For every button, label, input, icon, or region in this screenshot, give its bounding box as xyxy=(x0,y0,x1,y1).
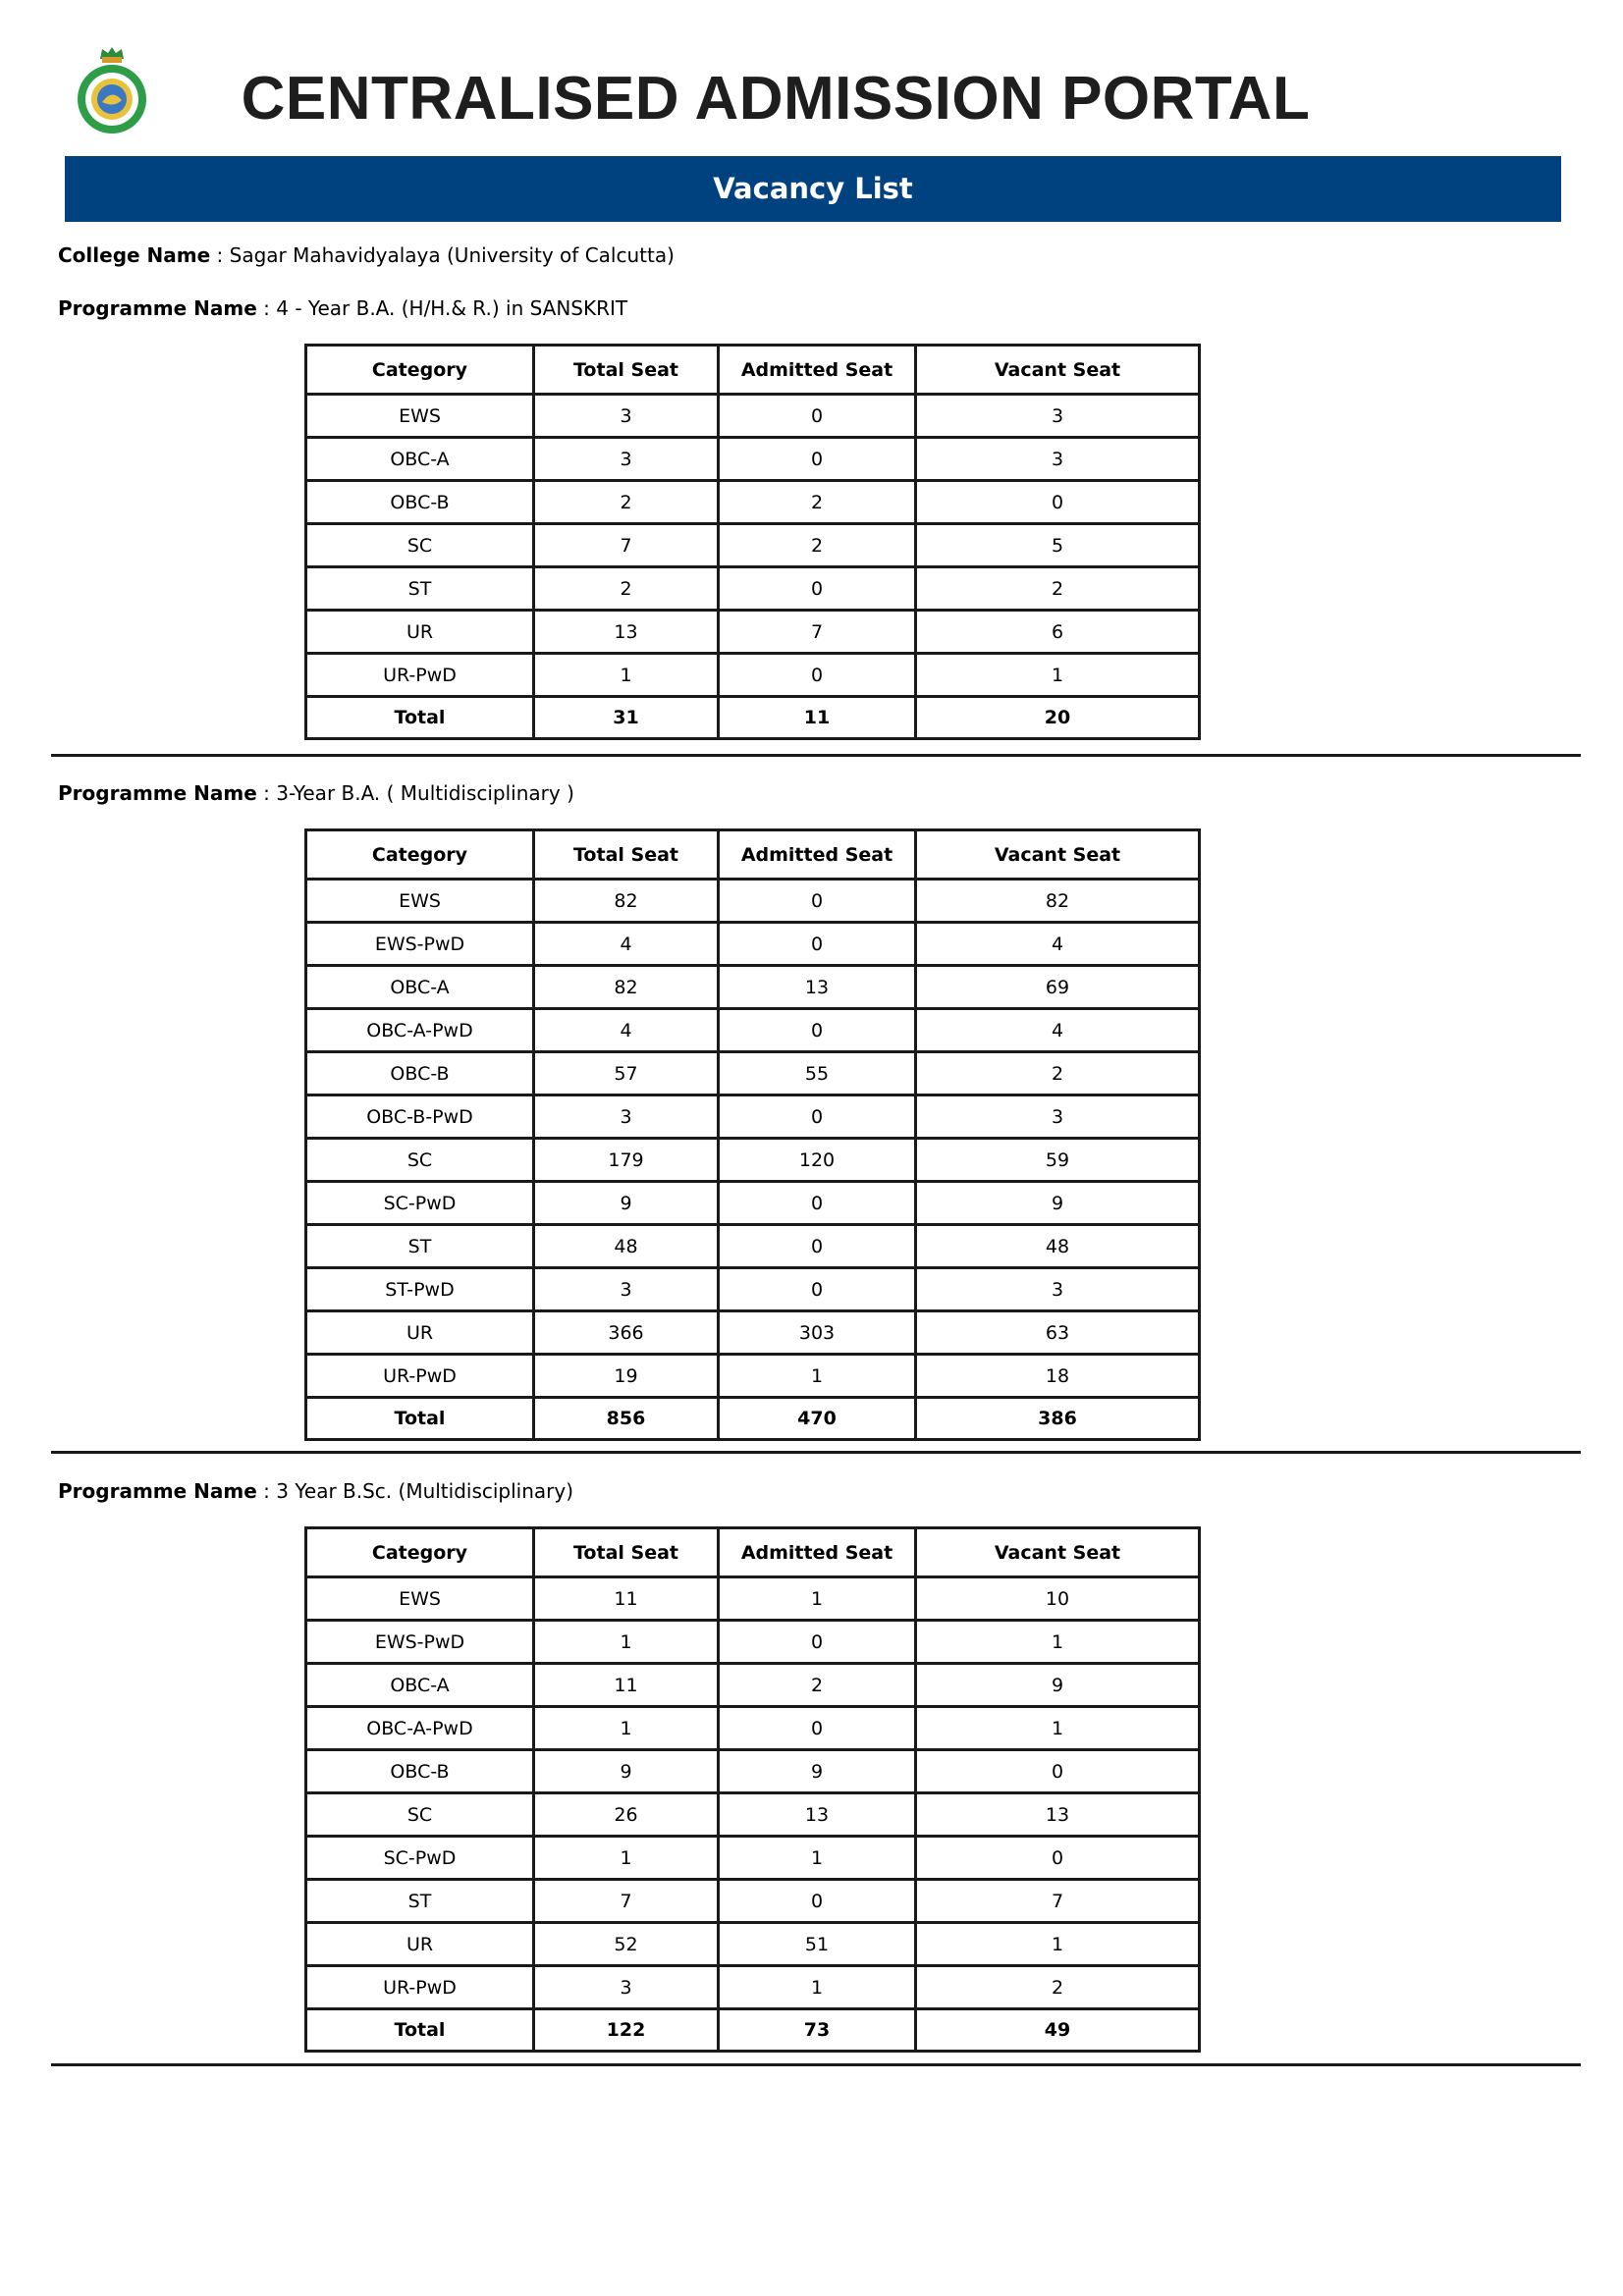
seat-count-cell: 9 xyxy=(916,1182,1200,1225)
seat-count-cell: 1 xyxy=(916,654,1200,697)
table-row xyxy=(306,1355,1200,1398)
seat-count-cell: 13 xyxy=(916,1793,1200,1837)
seat-count-cell: 3 xyxy=(916,1268,1200,1311)
seat-count-cell: 0 xyxy=(719,1621,916,1664)
table-row xyxy=(306,395,1200,438)
programme-name-label: Programme Name xyxy=(58,1479,257,1503)
seat-count-cell: 0 xyxy=(916,1837,1200,1880)
category-cell: OBC-A-PwD xyxy=(306,1707,534,1750)
total-count-cell: 122 xyxy=(534,2009,719,2052)
seat-count-cell: 0 xyxy=(719,1707,916,1750)
table-row xyxy=(306,1182,1200,1225)
seat-count-cell: 9 xyxy=(916,1664,1200,1707)
table-header-row xyxy=(306,1528,1200,1577)
total-count-cell: 73 xyxy=(719,2009,916,2052)
seat-count-cell: 11 xyxy=(534,1664,719,1707)
total-count-cell: 470 xyxy=(719,1398,916,1440)
category-cell: UR xyxy=(306,1311,534,1355)
seat-count-cell: 55 xyxy=(719,1052,916,1095)
seat-count-cell: 2 xyxy=(916,1052,1200,1095)
vacancy-table xyxy=(304,344,1201,740)
column-header: Category xyxy=(306,1528,534,1577)
column-header: Admitted Seat xyxy=(719,346,916,395)
category-cell: OBC-B xyxy=(306,481,534,524)
seat-count-cell: 120 xyxy=(719,1139,916,1182)
total-label-cell: Total xyxy=(306,697,534,739)
table-row xyxy=(306,1923,1200,1966)
column-header: Total Seat xyxy=(534,346,719,395)
category-cell: EWS-PwD xyxy=(306,1621,534,1664)
section-divider xyxy=(51,2063,1581,2066)
seat-count-cell: 48 xyxy=(534,1225,719,1268)
seat-count-cell: 0 xyxy=(916,481,1200,524)
programme-name-value: : 3 Year B.Sc. (Multidisciplinary) xyxy=(256,1479,574,1503)
total-row xyxy=(306,697,1200,739)
seat-count-cell: 13 xyxy=(719,966,916,1009)
seat-count-cell: 7 xyxy=(534,524,719,567)
total-count-cell: 856 xyxy=(534,1398,719,1440)
seat-count-cell: 1 xyxy=(916,1923,1200,1966)
programme-name-label: Programme Name xyxy=(58,296,257,320)
column-header: Admitted Seat xyxy=(719,830,916,880)
programme-name-line xyxy=(58,780,574,806)
table-row xyxy=(306,1268,1200,1311)
seat-count-cell: 3 xyxy=(534,1966,719,2009)
seat-count-cell: 3 xyxy=(916,438,1200,481)
seat-count-cell: 0 xyxy=(719,438,916,481)
category-cell: SC xyxy=(306,1793,534,1837)
total-label-cell: Total xyxy=(306,1398,534,1440)
seat-count-cell: 57 xyxy=(534,1052,719,1095)
seat-count-cell: 0 xyxy=(719,923,916,966)
category-cell: ST xyxy=(306,567,534,611)
seat-count-cell: 0 xyxy=(719,567,916,611)
table-row xyxy=(306,1621,1200,1664)
column-header: Category xyxy=(306,346,534,395)
seat-count-cell: 82 xyxy=(534,880,719,923)
table-row xyxy=(306,1311,1200,1355)
category-cell: OBC-A xyxy=(306,966,534,1009)
category-cell: EWS xyxy=(306,880,534,923)
category-cell: SC-PwD xyxy=(306,1182,534,1225)
seat-count-cell: 0 xyxy=(719,1225,916,1268)
category-cell: OBC-A-PwD xyxy=(306,1009,534,1052)
seat-count-cell: 19 xyxy=(534,1355,719,1398)
category-cell: OBC-B-PwD xyxy=(306,1095,534,1139)
column-header: Total Seat xyxy=(534,1528,719,1577)
table-row xyxy=(306,1009,1200,1052)
seat-count-cell: 4 xyxy=(534,923,719,966)
table-row xyxy=(306,611,1200,654)
category-cell: OBC-B xyxy=(306,1750,534,1793)
seat-count-cell: 3 xyxy=(534,438,719,481)
column-header: Category xyxy=(306,830,534,880)
college-name-label: College Name xyxy=(58,243,211,267)
seat-count-cell: 7 xyxy=(719,611,916,654)
table-row xyxy=(306,1707,1200,1750)
programme-name-line xyxy=(58,1478,573,1504)
seat-count-cell: 4 xyxy=(916,1009,1200,1052)
seat-count-cell: 303 xyxy=(719,1311,916,1355)
category-cell: ST xyxy=(306,1880,534,1923)
section-divider xyxy=(51,1451,1581,1454)
seat-count-cell: 4 xyxy=(916,923,1200,966)
total-count-cell: 31 xyxy=(534,697,719,739)
table-row xyxy=(306,923,1200,966)
seat-count-cell: 1 xyxy=(719,1966,916,2009)
table-row xyxy=(306,1139,1200,1182)
table-row xyxy=(306,1225,1200,1268)
vacancy-table xyxy=(304,1526,1201,2053)
category-cell: UR-PwD xyxy=(306,1966,534,2009)
seat-count-cell: 3 xyxy=(916,1095,1200,1139)
seat-count-cell: 2 xyxy=(534,567,719,611)
page-title: CENTRALISED ADMISSION PORTAL xyxy=(241,65,1311,133)
table-row xyxy=(306,1095,1200,1139)
college-name-value: : Sagar Mahavidyalaya (University of Calcutta) xyxy=(210,243,675,267)
category-cell: UR-PwD xyxy=(306,654,534,697)
table-row xyxy=(306,1664,1200,1707)
programme-name-label: Programme Name xyxy=(58,781,257,805)
programme-name-value: : 4 - Year B.A. (H/H.& R.) in SANSKRIT xyxy=(256,296,628,320)
total-count-cell: 11 xyxy=(719,697,916,739)
seat-count-cell: 13 xyxy=(719,1793,916,1837)
seat-count-cell: 82 xyxy=(534,966,719,1009)
seat-count-cell: 0 xyxy=(719,1268,916,1311)
seat-count-cell: 1 xyxy=(719,1837,916,1880)
seat-count-cell: 1 xyxy=(534,654,719,697)
column-header: Total Seat xyxy=(534,830,719,880)
seat-count-cell: 2 xyxy=(719,524,916,567)
total-label-cell: Total xyxy=(306,2009,534,2052)
seat-count-cell: 366 xyxy=(534,1311,719,1355)
seat-count-cell: 0 xyxy=(719,1880,916,1923)
seat-count-cell: 52 xyxy=(534,1923,719,1966)
seat-count-cell: 26 xyxy=(534,1793,719,1837)
seat-count-cell: 18 xyxy=(916,1355,1200,1398)
seat-count-cell: 63 xyxy=(916,1311,1200,1355)
seat-count-cell: 3 xyxy=(534,1268,719,1311)
west-bengal-emblem-icon xyxy=(73,45,151,133)
table-row xyxy=(306,1793,1200,1837)
seat-count-cell: 0 xyxy=(719,1095,916,1139)
seat-count-cell: 1 xyxy=(534,1707,719,1750)
seat-count-cell: 4 xyxy=(534,1009,719,1052)
table-header-row xyxy=(306,830,1200,880)
programme-name-line xyxy=(58,295,627,321)
table-row xyxy=(306,1750,1200,1793)
seat-count-cell: 1 xyxy=(916,1621,1200,1664)
total-count-cell: 49 xyxy=(916,2009,1200,2052)
seat-count-cell: 3 xyxy=(534,1095,719,1139)
seat-count-cell: 0 xyxy=(719,1009,916,1052)
table-row xyxy=(306,481,1200,524)
total-row xyxy=(306,1398,1200,1440)
seat-count-cell: 10 xyxy=(916,1577,1200,1621)
table-row xyxy=(306,1052,1200,1095)
seat-count-cell: 2 xyxy=(534,481,719,524)
seat-count-cell: 3 xyxy=(916,395,1200,438)
total-count-cell: 20 xyxy=(916,697,1200,739)
section-divider xyxy=(51,754,1581,757)
category-cell: UR xyxy=(306,611,534,654)
category-cell: SC xyxy=(306,1139,534,1182)
table-header-row xyxy=(306,346,1200,395)
table-row xyxy=(306,1837,1200,1880)
table-row xyxy=(306,1577,1200,1621)
seat-count-cell: 48 xyxy=(916,1225,1200,1268)
table-row xyxy=(306,880,1200,923)
seat-count-cell: 0 xyxy=(916,1750,1200,1793)
seat-count-cell: 9 xyxy=(534,1182,719,1225)
seat-count-cell: 2 xyxy=(916,1966,1200,2009)
column-header: Vacant Seat xyxy=(916,830,1200,880)
seat-count-cell: 0 xyxy=(719,1182,916,1225)
seat-count-cell: 69 xyxy=(916,966,1200,1009)
vacancy-table xyxy=(304,828,1201,1441)
table-row xyxy=(306,1966,1200,2009)
category-cell: ST xyxy=(306,1225,534,1268)
seat-count-cell: 1 xyxy=(719,1577,916,1621)
category-cell: UR xyxy=(306,1923,534,1966)
seat-count-cell: 1 xyxy=(719,1355,916,1398)
category-cell: UR-PwD xyxy=(306,1355,534,1398)
table-row xyxy=(306,524,1200,567)
category-cell: EWS-PwD xyxy=(306,923,534,966)
seat-count-cell: 6 xyxy=(916,611,1200,654)
seat-count-cell: 5 xyxy=(916,524,1200,567)
seat-count-cell: 51 xyxy=(719,1923,916,1966)
table-row xyxy=(306,654,1200,697)
column-header: Vacant Seat xyxy=(916,1528,1200,1577)
category-cell: SC-PwD xyxy=(306,1837,534,1880)
seat-count-cell: 7 xyxy=(534,1880,719,1923)
category-cell: OBC-A xyxy=(306,1664,534,1707)
seat-count-cell: 13 xyxy=(534,611,719,654)
programme-name-value: : 3-Year B.A. ( Multidisciplinary ) xyxy=(256,781,574,805)
seat-count-cell: 2 xyxy=(719,1664,916,1707)
seat-count-cell: 1 xyxy=(534,1837,719,1880)
seat-count-cell: 7 xyxy=(916,1880,1200,1923)
total-count-cell: 386 xyxy=(916,1398,1200,1440)
seat-count-cell: 9 xyxy=(719,1750,916,1793)
seat-count-cell: 179 xyxy=(534,1139,719,1182)
seat-count-cell: 82 xyxy=(916,880,1200,923)
seat-count-cell: 0 xyxy=(719,395,916,438)
seat-count-cell: 2 xyxy=(916,567,1200,611)
category-cell: ST-PwD xyxy=(306,1268,534,1311)
category-cell: EWS xyxy=(306,395,534,438)
category-cell: SC xyxy=(306,524,534,567)
table-row xyxy=(306,966,1200,1009)
seat-count-cell: 2 xyxy=(719,481,916,524)
seat-count-cell: 1 xyxy=(534,1621,719,1664)
column-header: Vacant Seat xyxy=(916,346,1200,395)
category-cell: EWS xyxy=(306,1577,534,1621)
total-row xyxy=(306,2009,1200,2052)
table-row xyxy=(306,1880,1200,1923)
column-header: Admitted Seat xyxy=(719,1528,916,1577)
seat-count-cell: 0 xyxy=(719,654,916,697)
seat-count-cell: 0 xyxy=(719,880,916,923)
college-name-line xyxy=(58,242,675,268)
seat-count-cell: 1 xyxy=(916,1707,1200,1750)
seat-count-cell: 9 xyxy=(534,1750,719,1793)
seat-count-cell: 11 xyxy=(534,1577,719,1621)
category-cell: OBC-B xyxy=(306,1052,534,1095)
table-row xyxy=(306,567,1200,611)
category-cell: OBC-A xyxy=(306,438,534,481)
seat-count-cell: 3 xyxy=(534,395,719,438)
seat-count-cell: 59 xyxy=(916,1139,1200,1182)
table-row xyxy=(306,438,1200,481)
vacancy-list-banner: Vacancy List xyxy=(65,156,1561,222)
